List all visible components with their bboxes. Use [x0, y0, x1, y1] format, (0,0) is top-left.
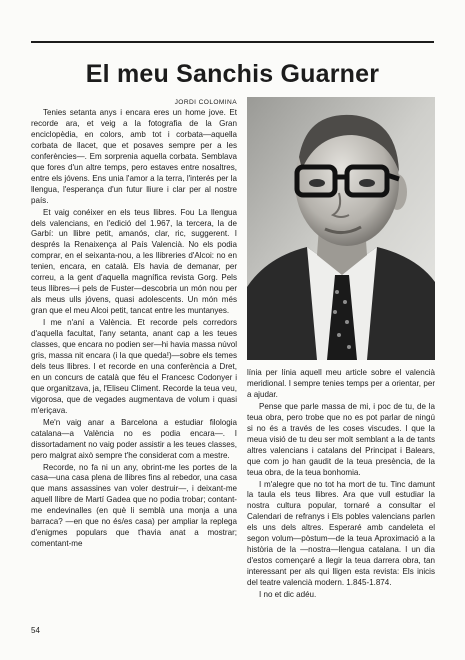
author-byline: JORDI COLOMINA: [174, 99, 237, 106]
paragraph: línia per línia aquell meu article sobre el valencià meridional. I sempre tenies temps per a orientar, per a ajudar.: [247, 368, 435, 399]
page-number: 54: [31, 626, 40, 635]
paragraph: Et vaig conéixer en els teus llibres. Fou La llengua dels valencians, en l'edició del 1.967, la tercera, la de Garbí: un llibre petit, amanós, clar, ric, suggerent. I després la Renaixença al País Valencià. No els podia comprar, en el seixanta-nou, a les llibreries d'Alcoi: no en tenien, encara, en català. Els havia de demanar, per correu, a la gent d'aquella magnífica revista Gorg. Pels teus llibres—i pels de Fuster—descobria un món nou per als meus ulls jóvens, quasi adolescents. Un món més gran que el meu Alcoi petit, tancat entre les muntanyes.: [31, 207, 237, 316]
paragraph: I m'alegre que no tot ha mort de tu. Tinc damunt la taula els teus llibres. Ara que vull estudiar la nostra cultura popular, tornaré a consultar el Calendari de refranys i Els pobles valencians parlen els uns dels altres. Esperaré amb candeleta el segon volum—pòstum—de la teua Aproximació a la història de la —nostra—llengua catalana. I un dia d'estos començaré a llegir la teua darrera obra, tan interessant per als qui lligen esta revista: Els inicis del teatre valencià modern. 1.845-1.874.: [247, 479, 435, 588]
left-column: [31, 108, 237, 550]
paragraph: Recorde, no fa ni un any, obrint-me les portes de la casa—una casa plena de llibres fins al rebedor, una casa que mans assassines van voler destruir—, i deixant-me aquell llibre de Martí Gadea que no podia trobar; contant-me endevinalles (en què li semblà una monja a una barraca? —en que no és/es casa) per ampliar la replega d'enigmes populars que t'havia anat a mostrar; comentant-me: [31, 462, 237, 549]
paragraph: Me'n vaig anar a Barcelona a estudiar filologia catalana—a València no es podia encara—. I dissortadament no vaig poder assistir a les teues classes, pero malgrat això sempre t'he considerat com a mestre.: [31, 417, 237, 460]
paragraph: I no et dic adéu.: [259, 590, 317, 600]
top-rule: [31, 41, 434, 43]
paragraph: Pense que parle massa de mi, i poc de tu, de la teua obra, pero trobe que no es pot parlar de ningú si no és a través de les coses viscudes. I que la meua visió de tu deu ser molt semblant a la de tants altres valencians i catalans del Principat i Balears, que com jo han gaudit de la teua presència, de la teua obra, de la teua bonhomia.: [247, 401, 435, 477]
paragraph: I me n'aní a València. Et recorde pels corredors d'aquella facultat, l'any setanta, anant cap a les teues classes, que encara no podien ser—hi havia massa núvol gris, massa nit encara (i la que queda!)—sobre els temes dels teus llibres. I et recorde en una conferència a Dret, en un concurs de català que féu el Francesc Codonyer i que organitzava, ja, l'Eliseu Climent. Recorde la teua veu, vigorosa, que de vegades augmentava de volum i quasi m'eriçava.: [31, 318, 237, 415]
portrait-photo: [247, 97, 435, 360]
article-title: El meu Sanchis Guarner: [85, 60, 380, 88]
right-column: [247, 368, 435, 601]
paragraph: Tenies setanta anys i encara eres un home jove. Et recorde ara, et veig a la fotografia de la Gran enciclopèdia, en colors, amb tot i corbata—aquella corbata de llacet, que et posaves sempre per a les conferències—. Em sorprenia aquella corbata. Semblava que fores d'un altre temps, pero estaves entre nosaltres, entre els jóvens. Ens unia l'amor a la terra, l'interés per la llengua, l'esperança d'un futur lliure i clar per al nostre país.: [31, 108, 237, 205]
